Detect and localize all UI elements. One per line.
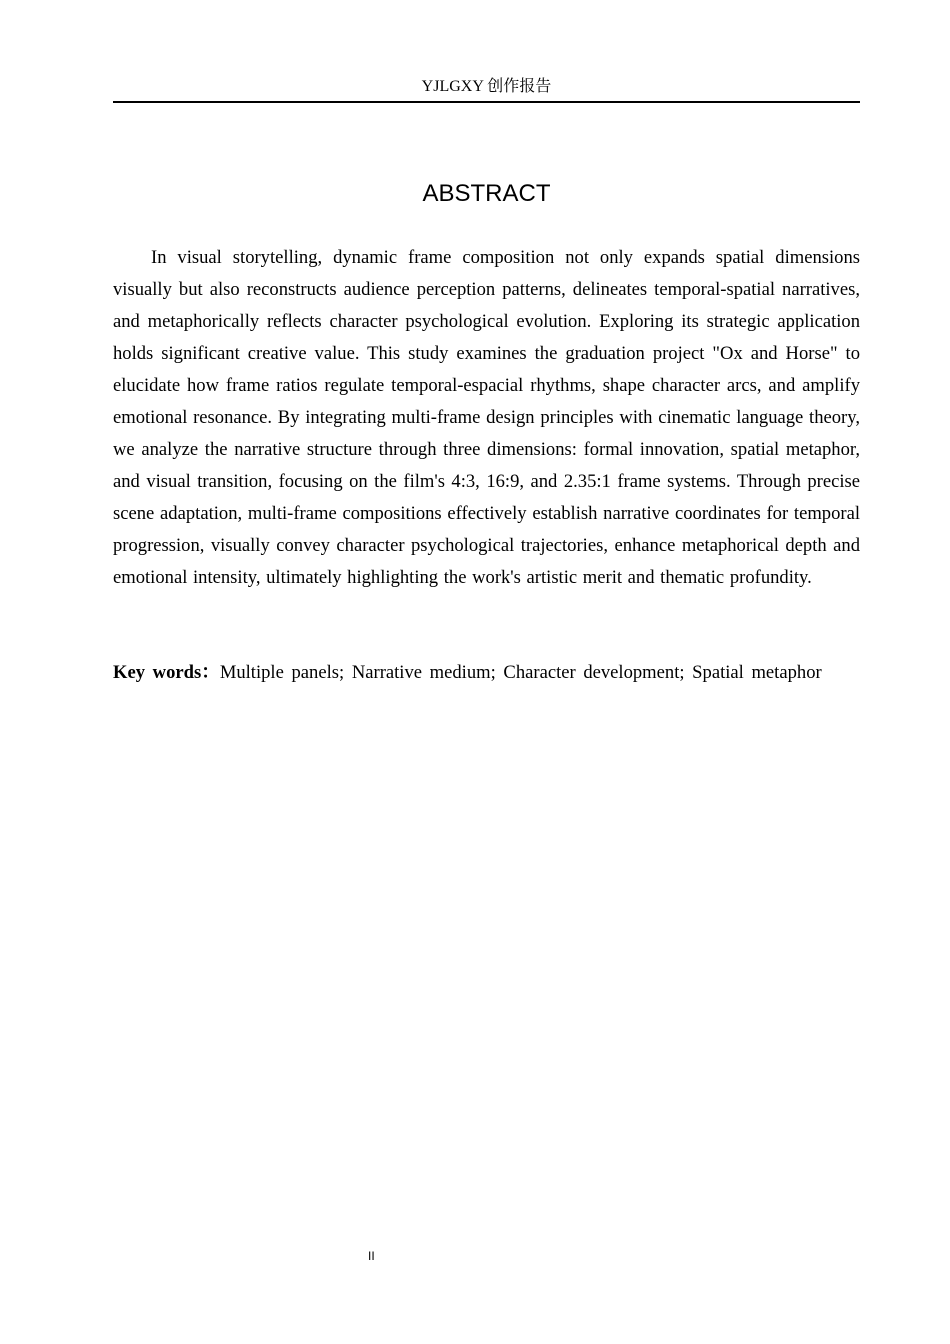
abstract-paragraph: In visual storytelling, dynamic frame composition not only expands spatial dimensions visually but also reconstructs audience perception patterns, delineates temporal-spatial narratives, and metaphorically reflects character psychological evolution. Exploring its strategic application holds significant creative value. This study examines the graduation project "Ox and Horse" to elucidate how frame ratios regulate temporal-espacial rhythms, shape character arcs, and amplify emotional resonance. By integrating multi-frame design principles with cinematic language theory, we analyze the narrative structure through three dimensions: formal innovation, spatial metaphor, and visual transition, focusing on the film's 4:3, 16:9, and 2.35:1 frame systems. Through precise scene adaptation, multi-frame compositions effectively establish narrative coordinates for temporal progression, visually convey character psychological trajectories, enhance metaphorical depth and emotional intensity, ultimately highlighting the work's artistic merit and thematic profundity. bbox=[113, 247, 860, 588]
running-header: YJLGXY 创作报告 bbox=[113, 76, 860, 103]
page-number: II bbox=[368, 1249, 375, 1263]
keywords-label: Key words： bbox=[113, 662, 220, 683]
abstract-heading: ABSTRACT bbox=[422, 180, 551, 207]
keywords-line bbox=[113, 657, 873, 689]
keywords-text: Multiple panels; Narrative medium; Character development; Spatial metaphor bbox=[219, 662, 822, 683]
